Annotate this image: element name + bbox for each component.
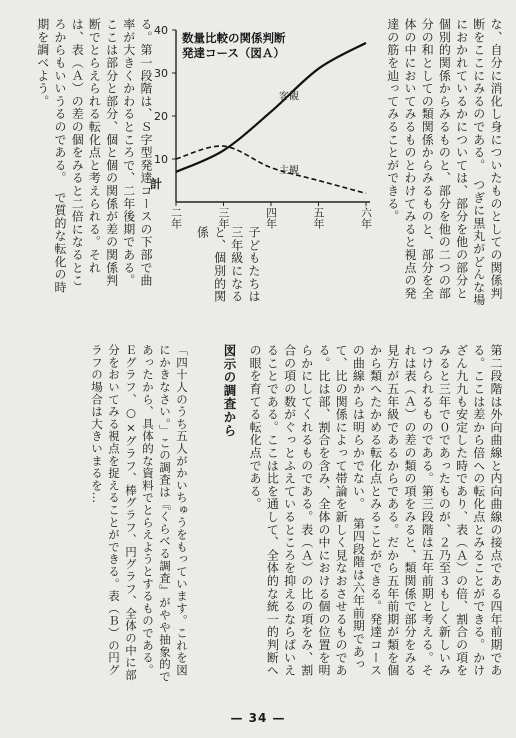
paragraph: 「四十人のうち五人がかいちゅうをもっています。これを図にかきなさい。」この調査は『くらべる調査』がやや抽象的であったから、具体的な資料でとらえようとするものである。Ｅグラフ、○×グラフ、棒グラフ、円グラフ、全体の中に部分をおいてみる視点を捉えることができる。表（Ｂ）の円グラフの場合は大きいまるを…	[90, 344, 189, 683]
y-tick-label: 10	[154, 153, 168, 166]
series-label: 主観	[279, 165, 299, 177]
x-tick-label: 六年	[359, 207, 373, 229]
growth-chart	[130, 18, 380, 230]
x-tick-label: 五年	[312, 207, 325, 229]
section-heading	[198, 344, 238, 686]
y-tick-label: 40	[154, 24, 168, 37]
chart-svg	[130, 18, 380, 230]
text-block-under-chart	[178, 226, 262, 308]
paragraph: 子どもたちは三年級になると、個別的関係	[195, 226, 261, 303]
page-number: — 34 —	[230, 711, 286, 725]
chart-title-line-1: 数量比較の関係判断	[182, 31, 286, 45]
text-block-bottom-left	[40, 344, 190, 686]
text-block-bottom-right	[248, 344, 504, 686]
series-label: 客観	[279, 91, 299, 103]
paragraph: 第二段階は外向曲線と内向曲線の接点である四年前期である。ここは差から倍への転化点とみることができる。かけざん九九も安定した時であり、表（Ａ）の倍、割合の項をみると三年で０であったものが、２乃至３もしく新しいみつけられるものである。第三段階は五年前期と考える。それは表（Ａ）の差の類の項をみると、類関係で部分をみる見方が五年級であるからである。だから五年前期が類を個から類へたかめる転化点とみることができる。発達コースの曲線からは明らかでない。 第四段階は六年前期であって、比の関係によって帯論を新しく見なおさせるものである。比は部、割合を含み、全体の中における個の位置を明らかにしてくれるものである。表（Ａ）の比の項をみ、割合の項の数がぐっとふえているところを抑えるならばいえることである。ここは比を通して、全体的な統一的判断への眼を育てる転化点である。	[248, 344, 503, 677]
series-line-subjective	[176, 146, 366, 193]
chart-title-line-2: 発達コース（図Ａ）	[182, 46, 285, 60]
x-tick-label: 三年	[217, 207, 230, 229]
y-tick-label: 30	[154, 67, 168, 80]
x-tick-label: 四年	[264, 207, 278, 229]
heading-text: 図示の調査から	[222, 344, 237, 438]
series-line-objective	[176, 43, 366, 172]
x-tick-label: 二年	[169, 207, 183, 229]
paragraph: る。第一段階は、Ｓ字型発達コースの下部で曲率が大きくかわるところで、二年後期である。ここは部分と部分、個と個の関係が差の関係判断でとらえられる転化点と考えられる。それは、表（Ａ）の差の個をみると二倍になるところからもいいうるのである。 で質的な転化の時期を調べよう。	[35, 18, 153, 294]
paragraph: な、自分に消化し身についたものとしての関係判断をここにみるのである。 つぎに黒丸がどんな場におかれているかについては、部分を他の部分と個別的関係からみるものと、部分を他の二つの部分の和としての類関係からみるものと、部分を全体の中においてみるものとわけてみると視点の発達の筋を辿ってみることができる。	[385, 18, 503, 307]
y-axis-label: 計	[150, 177, 163, 191]
y-tick-label: 20	[154, 110, 168, 123]
